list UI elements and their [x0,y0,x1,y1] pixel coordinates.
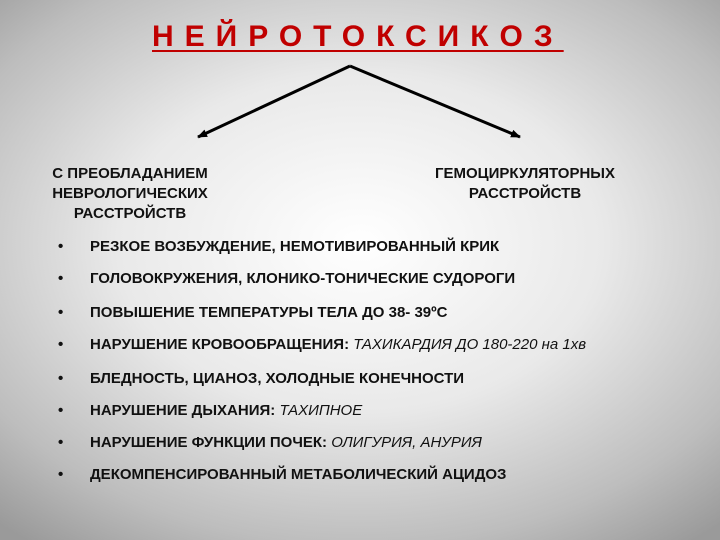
branch-arrows [0,0,720,160]
item-main: ПОВЫШЕНИЕ ТЕМПЕРАТУРЫ ТЕЛА ДО 38- 39ºС [90,304,448,321]
item-main: НАРУШЕНИЕ ФУНКЦИИ ПОЧЕК: [90,434,328,451]
list-item [0,270,720,294]
item-detail: ТАХИПНОЕ [275,402,363,419]
list-item [0,434,720,458]
bullet-icon: • [58,304,64,321]
list-item [0,402,720,426]
slide-title: НЕЙРОТОКСИКОЗ [152,20,564,53]
bullet-icon: • [58,238,64,255]
item-main: НАРУШЕНИЕ КРОВООБРАЩЕНИЯ: [90,336,350,353]
branch-hemocirculatory: ГЕМОЦИРКУЛЯТОРНЫХ РАССТРОЙСТВ [435,165,615,202]
list-item [0,336,720,360]
list-item [0,466,720,490]
item-main: РЕЗКОЕ ВОЗБУЖДЕНИЕ, НЕМОТИВИРОВАННЫЙ КРИК [90,238,500,255]
list-item [0,304,720,328]
item-main: НАРУШЕНИЕ ДЫХАНИЯ: [90,402,276,419]
bullet-icon: • [58,434,64,451]
bullet-icon: • [58,466,64,483]
list-item [0,370,720,394]
bullet-icon: • [58,402,64,419]
list-item [0,238,720,262]
item-detail: ОЛИГУРИЯ, АНУРИЯ [327,434,482,451]
right-arrow [350,66,520,137]
bullet-icon: • [58,270,64,287]
item-main: ДЕКОМПЕНСИРОВАННЫЙ МЕТАБОЛИЧЕСКИЙ АЦИДОЗ [90,466,507,483]
item-main: ГОЛОВОКРУЖЕНИЯ, КЛОНИКО-ТОНИЧЕСКИЕ СУДОРОГИ [90,270,516,287]
bullet-icon: • [58,336,64,353]
item-detail: ТАХИКАРДИЯ ДО 180-220 на 1хв [349,336,587,353]
left-arrow [198,66,350,137]
item-main: БЛЕДНОСТЬ, ЦИАНОЗ, ХОЛОДНЫЕ КОНЕЧНОСТИ [90,370,465,387]
bullet-icon: • [58,370,64,387]
branch-neurological: С ПРЕОБЛАДАНИЕМ НЕВРОЛОГИЧЕСКИХ РАССТРОЙСТВ [52,165,208,222]
